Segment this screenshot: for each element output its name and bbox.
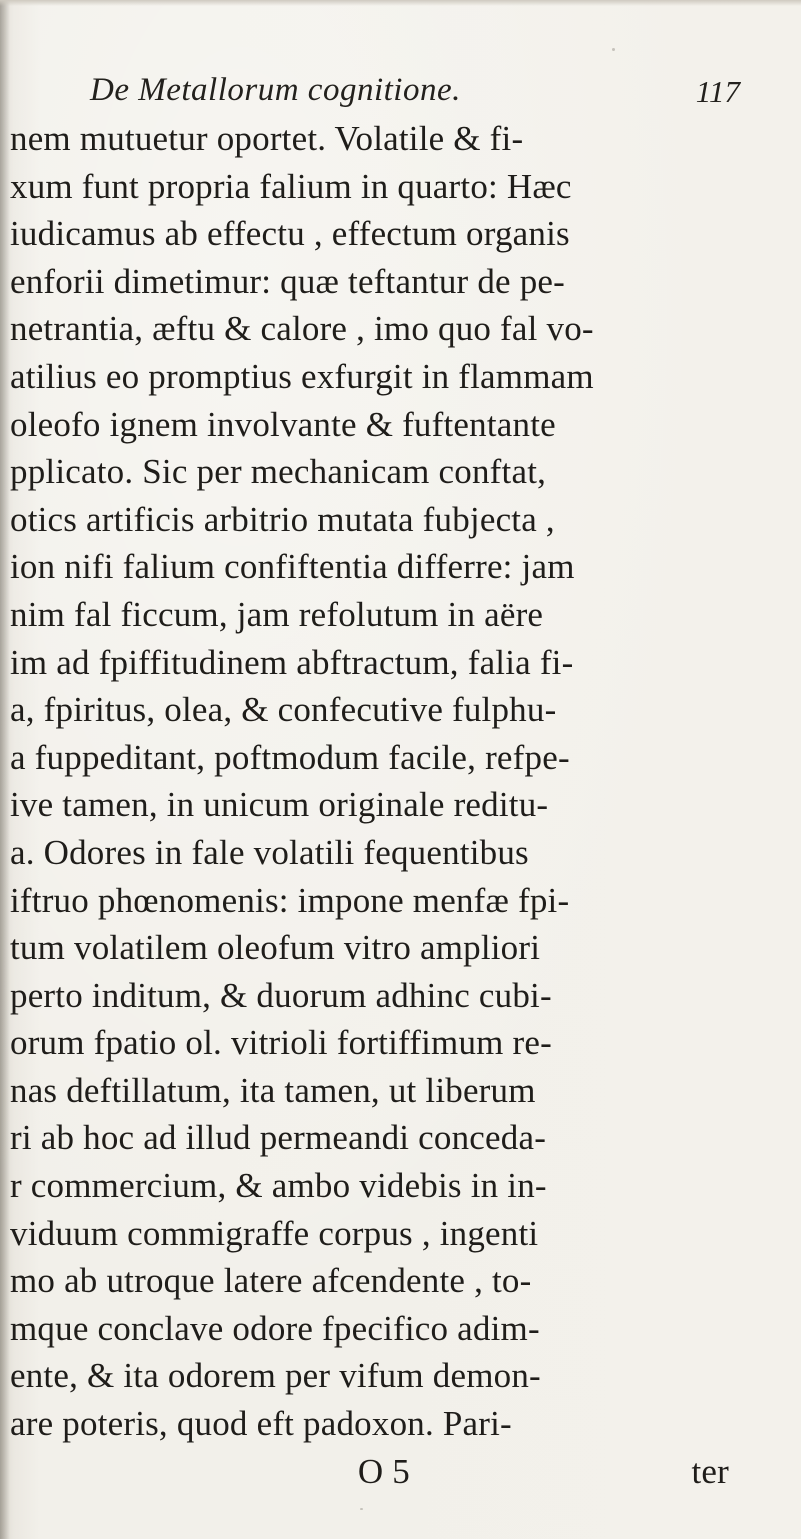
text-line: mo ab utroque latere afcendente , to- [10,1261,532,1301]
text-line: viduum commigraffe corpus , ingenti [10,1213,539,1253]
text-line: pplicato. Sic per mechanicam conftat, [10,452,547,492]
text-line: nim fal ficcum, jam refolutum in aëre [10,594,544,634]
text-line: ion nifi falium confiftentia differre: jam [10,547,575,587]
text-line: xum funt propria falium in quarto: Hæc [10,166,572,206]
text-line: im ad fpiffitudinem abftractum, falia fi- [10,642,574,682]
text-line: nas deftillatum, ita tamen, ut liberum [10,1070,536,1110]
text-line: a, fpiritus, olea, & confecutive fulphu- [10,690,557,730]
text-line: are poteris, quod eft padoxon. Pari- [10,1404,512,1444]
text-line: iftruo phœnomenis: impone menfæ fpi- [10,880,570,920]
text-line: iudicamus ab effectu , effectum organis [10,214,570,254]
text-line: mque conclave odore fpecifico adim- [10,1308,540,1348]
running-title: De Metallorum cognitione. [90,72,461,108]
body-text [10,115,800,1495]
text-line: otics artificis arbitrio mutata fubjecta , [10,499,555,539]
text-line: ente, & ita odorem per vifum demon- [10,1356,541,1396]
text-line: netrantia, æftu & calore , imo quo fal vo- [10,309,594,349]
paper-speck [486,1372,488,1374]
text-line: tum volatilem oleofum vitro ampliori [10,928,541,968]
footer-line [10,1448,800,1496]
top-edge-shadow [0,0,801,6]
text-line: atilius eo promptius exfurgit in flammam [10,356,594,396]
catchword: ter [691,1451,729,1491]
gutter-shadow [0,0,10,1539]
text-line: oleofo ignem involvante & fuftentante [10,404,556,444]
text-line: a fuppeditant, poftmodum facile, refpe- [10,737,570,777]
paper-speck [612,48,615,51]
text-line: ri ab hoc ad illud permeandi conceda- [10,1118,547,1158]
text-line: ive tamen, in unicum originale reditu- [10,785,549,825]
page-number: 117 [695,74,740,109]
text-line: nem mutuetur oportet. Volatile & fi- [10,119,524,158]
paper-speck [360,1508,363,1510]
text-line: r commercium, & ambo videbis in in- [10,1166,547,1206]
text-line: perto inditum, & duorum adhinc cubi- [10,975,552,1015]
text-line: a. Odores in fale volatili fequentibus [10,832,529,872]
text-line: enforii dimetimur: quæ teftantur de pe- [10,261,565,301]
text-line: orum fpatio ol. vitrioli fortiffimum re- [10,1023,552,1063]
signature-mark: O 5 [357,1451,410,1491]
